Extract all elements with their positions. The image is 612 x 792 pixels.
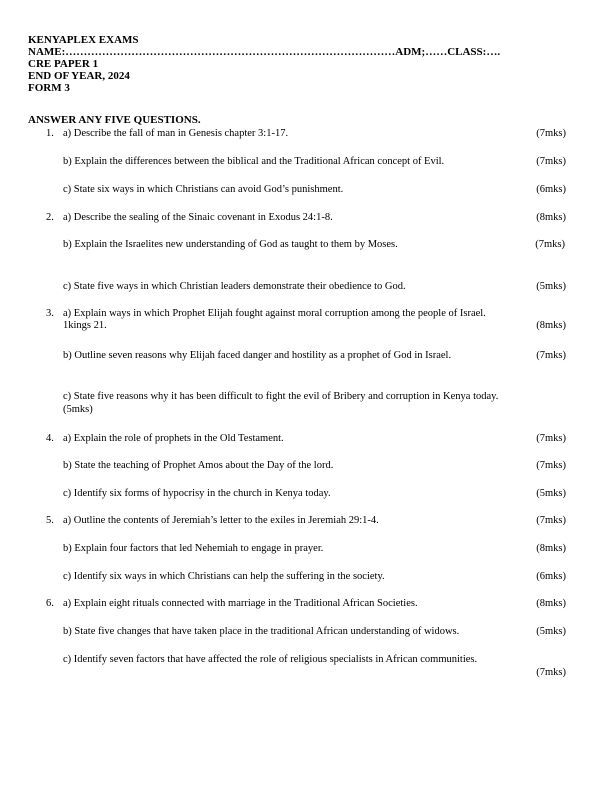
question-number: 6. (46, 598, 54, 609)
question-marks: (8mks) (536, 543, 566, 554)
class-form: FORM 3 (28, 82, 70, 94)
question-text: c) Identify seven factors that have affected the role of religious specialists in African communities. (63, 654, 478, 665)
question-text: c) State five reasons why it has been difficult to fight the evil of Bribery and corruption in Kenya today. (63, 391, 499, 402)
question-marks: (5mks) (536, 488, 566, 499)
question-text: b) Explain four factors that led Nehemiah to engage in prayer. (63, 543, 324, 554)
question-text: a) Describe the fall of man in Genesis chapter 3:1-17. (63, 128, 289, 139)
question-text: c) State six ways in which Christians can avoid God’s punishment. (63, 184, 344, 195)
question-marks: (7mks) (536, 128, 566, 139)
question-text: c) Identify six ways in which Christians can help the suffering in the society. (63, 571, 385, 582)
paper-title: CRE PAPER 1 (28, 58, 99, 70)
question-text: a) Explain ways in which Prophet Elijah fought against moral corruption among the people of Israel. (63, 308, 486, 319)
name-line: NAME:………………………………………………………………………………ADM;……CLASS:…. (28, 46, 501, 58)
question-text: b) Explain the differences between the biblical and the Traditional African concept of Evil. (63, 156, 445, 167)
question-marks: (5mks) (63, 404, 93, 415)
question-text: c) State five ways in which Christian leaders demonstrate their obedience to God. (63, 281, 406, 292)
question-marks: (5mks) (536, 281, 566, 292)
question-marks: (6mks) (536, 184, 566, 195)
question-number: 5. (46, 515, 54, 526)
question-number: 4. (46, 433, 54, 444)
question-marks: (7mks) (536, 515, 566, 526)
question-marks: (8mks) (536, 320, 566, 331)
question-marks: (7mks) (536, 156, 566, 167)
question-text: b) State the teaching of Prophet Amos about the Day of the lord. (63, 460, 334, 471)
question-marks: (6mks) (536, 571, 566, 582)
question-marks: (8mks) (536, 212, 566, 223)
question-text: a) Describe the sealing of the Sinaic covenant in Exodus 24:1-8. (63, 212, 333, 223)
question-number: 1. (46, 128, 54, 139)
question-marks: (8mks) (536, 598, 566, 609)
question-marks: (7mks) (536, 667, 566, 678)
question-marks: (7mks) (536, 433, 566, 444)
question-text: a) Explain the role of prophets in the Old Testament. (63, 433, 284, 444)
question-text: c) Identify six forms of hypocrisy in the church in Kenya today. (63, 488, 331, 499)
question-text: b) Explain the Israelites new understanding of God as taught to them by Moses. (63, 239, 398, 250)
question-number: 2. (46, 212, 54, 223)
question-text: a) Outline the contents of Jeremiah’s letter to the exiles in Jeremiah 29:1-4. (63, 515, 379, 526)
question-number: 3. (46, 308, 54, 319)
instruction: ANSWER ANY FIVE QUESTIONS. (28, 114, 201, 126)
question-marks: (7mks) (536, 460, 566, 471)
question-marks: (5mks) (536, 626, 566, 637)
question-marks: (7mks) (536, 350, 566, 361)
question-text: b) State five changes that have taken place in the traditional African understanding of widows. (63, 626, 460, 637)
question-text-continued: 1kings 21. (63, 320, 107, 331)
question-text: b) Outline seven reasons why Elijah faced danger and hostility as a prophet of God in Israel. (63, 350, 452, 361)
exam-term: END OF YEAR, 2024 (28, 70, 130, 82)
question-marks: (7mks) (535, 239, 565, 250)
exam-org: KENYAPLEX EXAMS (28, 34, 139, 46)
question-text: a) Explain eight rituals connected with marriage in the Traditional African Societies. (63, 598, 418, 609)
